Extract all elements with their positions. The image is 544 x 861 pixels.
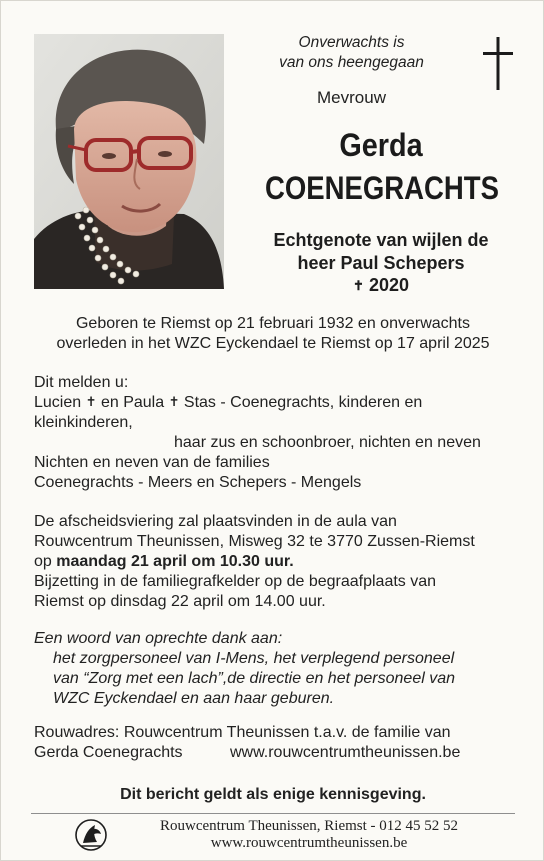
burial-line-1: Bijzetting in de familiegrafkelder op de begraafplaats van <box>34 573 437 590</box>
spouse-death-year <box>241 274 521 298</box>
surname: COENEGRACHTS <box>265 170 499 206</box>
footer-contact: Rouwcentrum Theunissen, Riemst - 012 45 52 52 <box>159 818 459 834</box>
small-cross-icon: ✝ <box>85 394 97 409</box>
cross-icon <box>481 36 515 91</box>
footer-website: www.rouwcentrumtheunissen.be <box>210 835 408 851</box>
footer-divider <box>31 813 515 814</box>
spouse-line-1: Echtgenote van wijlen de <box>273 230 489 250</box>
family-line-4: Nichten en neven van de families <box>34 454 270 471</box>
small-cross-icon: ✝ <box>168 394 180 409</box>
ceremony-date-time: maandag 21 april om 10.30 uur. <box>56 553 294 570</box>
thanks-line-1: het zorgpersoneel van I-Mens, het verplegend personeel <box>53 650 455 667</box>
portrait-photo <box>34 34 224 289</box>
family-line-1-part-b: en Paula <box>96 394 169 411</box>
portrait-illustration <box>34 34 224 289</box>
intro-line-1: Onverwachts is <box>298 34 405 51</box>
thanks-intro: Een woord van oprechte dank aan: <box>34 630 283 647</box>
thanks-line-3: WZC Eyckendael en aan haar geburen. <box>53 690 335 707</box>
family-line-3: haar zus en schoonbroer, nichten en neven <box>174 434 481 451</box>
family-line-1-part-c: Stas - Coenegrachts, kinderen en <box>179 394 423 411</box>
ceremony-line-3 <box>34 552 294 572</box>
family-intro: Dit melden u: <box>34 374 129 391</box>
thanks-line-2: van “Zorg met een lach”,de directie en het personeel van <box>53 670 456 687</box>
first-name: Gerda <box>339 127 423 163</box>
notice: Dit bericht geldt als enige kennisgeving. <box>120 786 426 803</box>
ceremony-line-3-prefix: op <box>34 553 57 570</box>
address-line-1: Rouwadres: Rouwcentrum Theunissen t.a.v. de familie van <box>34 724 451 741</box>
family-line-2: kleinkinderen, <box>34 414 133 431</box>
spouse-year-text: 2020 <box>368 275 409 295</box>
birth-line-1: Geboren te Riemst op 21 februari 1932 en onverwachts <box>75 315 470 332</box>
address-name: Gerda Coenegrachts <box>34 744 183 761</box>
burial-line-2: Riemst op dinsdag 22 april om 14.00 uur. <box>34 593 326 610</box>
family-line-1-part-a: Lucien <box>34 394 86 411</box>
spouse-line-2: heer Paul Schepers <box>297 253 465 273</box>
family-line-1 <box>34 393 422 413</box>
salutation: Mevrouw <box>317 88 386 107</box>
birth-line-2: overleden in het WZC Eyckendael te Riemst op 17 april 2025 <box>56 335 490 352</box>
ceremony-line-1: De afscheidsviering zal plaatsvinden in de aula van <box>34 513 397 530</box>
address-website: www.rouwcentrumtheunissen.be <box>230 744 461 761</box>
small-cross-icon: ✝ <box>353 278 364 293</box>
intro-line-2: van ons heengegaan <box>279 54 424 71</box>
ceremony-line-2: Rouwcentrum Theunissen, Misweg 32 te 3770 Zussen-Riemst <box>34 533 475 550</box>
family-line-5: Coenegrachts - Meers en Schepers - Mengels <box>34 474 362 491</box>
funeral-home-logo-icon <box>73 816 109 852</box>
